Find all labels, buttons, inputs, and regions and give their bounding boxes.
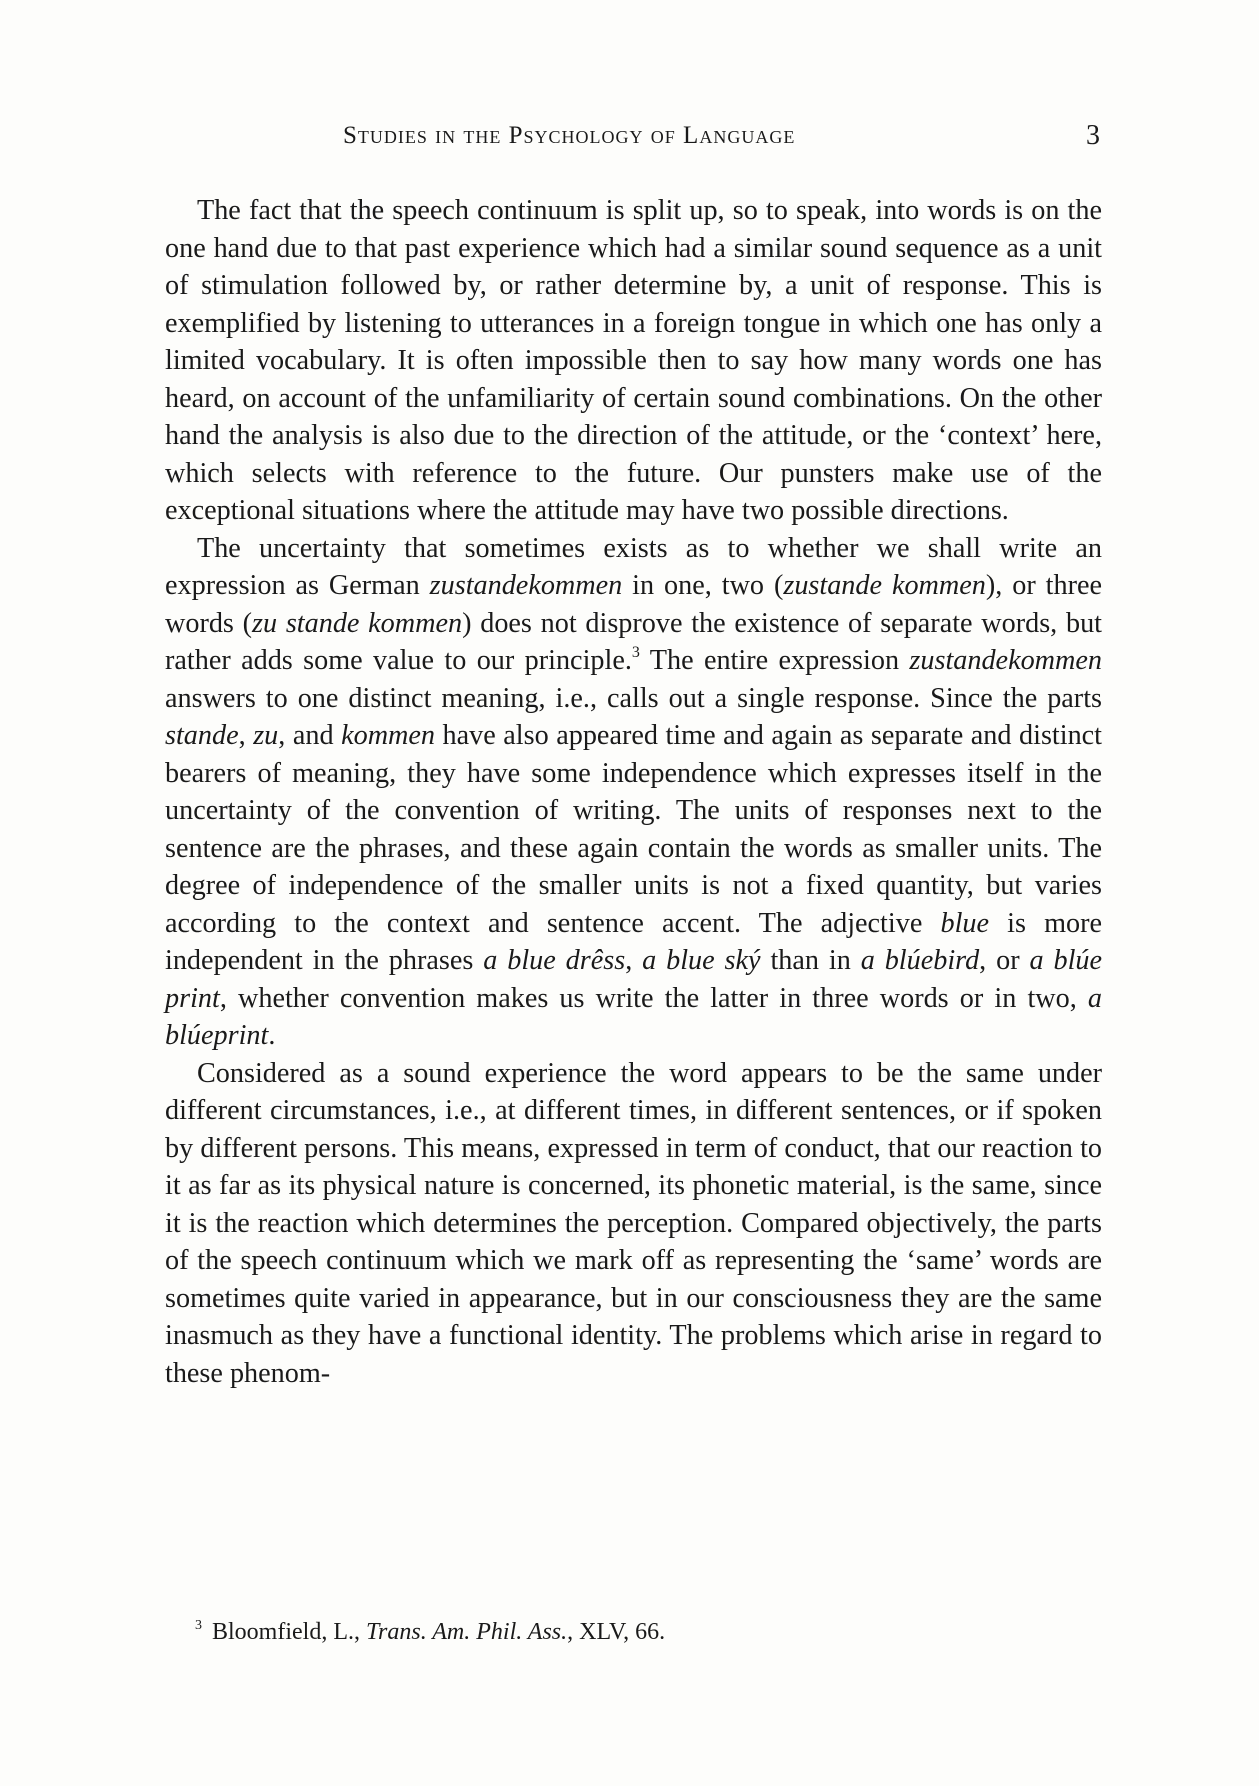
text-run: The fact that the speech continuum is split up, so to speak, into words is on the one hand due to that past experience which had a similar sound sequence as a unit of stimulation followed by, or rather determine by, a unit of response. This is exemplified by listening to utterances in a foreign tongue in which one has only a limited vocabulary. It is often impossible then to say how many words one has heard, on account of the unfamiliarity of certain sound combinations. On the other hand the analysis is also due to the direction of the attitude, or the ‘context’ here, which selects with reference to the future. Our punsters make use of the exceptional situations where the attitude may have two possible directions. [165, 195, 1102, 526]
text-run: Bloomfield, L., [212, 1619, 366, 1645]
text-run: have also appeared time and again as separate and distinct bearers of meaning, they have some independence which expresses itself in the uncertainty of the convention of writing. The units of responses next to the sentence are the phrases, and these again contain the words as smaller units. The degree of independence of the smaller units is not a fixed quantity, but varies according to the context and sentence accent. The adjective [165, 720, 1103, 939]
paragraph-1 [165, 192, 1102, 530]
page-header [195, 122, 1100, 162]
text-run: Considered as a sound experience the word appears to be the same under different circumstances, i.e., at different times, in different sentences, or if spoken by different persons. This means, expressed in term of conduct, that our reaction to it as far as its physical nature is concerned, its phonetic material, is the same, since it is the reaction which determines the perception. Compared objectively, the parts of the speech continuum which we mark off as representing the ‘same’ words are sometimes quite varied in appearance, but in our consciousness they are the same inasmuch as they have a functional identity. The problems which arise in regard to these phenom- [165, 1057, 1102, 1389]
text-run: , and [278, 720, 342, 751]
text-run: ) does not disprove the existence of separate words, but rather adds some value to our principle. [165, 607, 1102, 676]
footnote-mark: 3 [195, 1618, 202, 1633]
italic-term: a blúeprint [165, 982, 1102, 1051]
text-run: , or [979, 945, 1030, 976]
footnote-reference: 3 [631, 644, 640, 661]
body-text [165, 192, 1102, 1392]
paragraph-3 [165, 1055, 1102, 1393]
italic-term: zu [253, 720, 279, 751]
italic-term: zustandekommen [429, 570, 623, 601]
italic-term: a blúe print [165, 945, 1103, 1014]
text-run: ), or three words ( [165, 570, 1103, 639]
italic-term: zustandekommen [909, 645, 1102, 676]
paragraph-2 [165, 530, 1102, 1055]
italic-term: zu stande kommen [252, 607, 463, 639]
italic-term: a blue drêss [483, 945, 626, 976]
text-run: . [268, 1020, 276, 1051]
italic-term: Trans. Am. Phil. Ass. [365, 1619, 568, 1645]
text-run: in one, two ( [622, 570, 784, 601]
italic-term: stande [165, 720, 239, 751]
text-run: is more independent in the phrases [165, 907, 1102, 976]
text-run: , [238, 720, 254, 751]
text-run: answers to one distinct meaning, i.e., calls out a single response. Since the parts [165, 682, 1102, 714]
text-run: , [625, 945, 643, 976]
text-run: than in [760, 945, 861, 976]
italic-term: blue [940, 907, 989, 939]
text-run: The entire expression [639, 645, 910, 676]
running-head: Studies in the Psychology of Language [343, 122, 796, 149]
italic-term: a blue ský [642, 945, 761, 976]
italic-term: a blúebird [860, 945, 980, 976]
text-run: , XLV, 66. [567, 1619, 666, 1645]
footnote-text [212, 1619, 665, 1645]
italic-term: zustande kommen [783, 570, 986, 601]
italic-term: kommen [341, 720, 436, 751]
text-run: , whether convention makes us write the latter in three words or in two, [219, 982, 1088, 1014]
text-run: The uncertainty that sometimes exists as to whether we shall write an expression as German [165, 532, 1102, 601]
page-number: 3 [1086, 120, 1100, 151]
footnote [195, 1617, 1100, 1647]
